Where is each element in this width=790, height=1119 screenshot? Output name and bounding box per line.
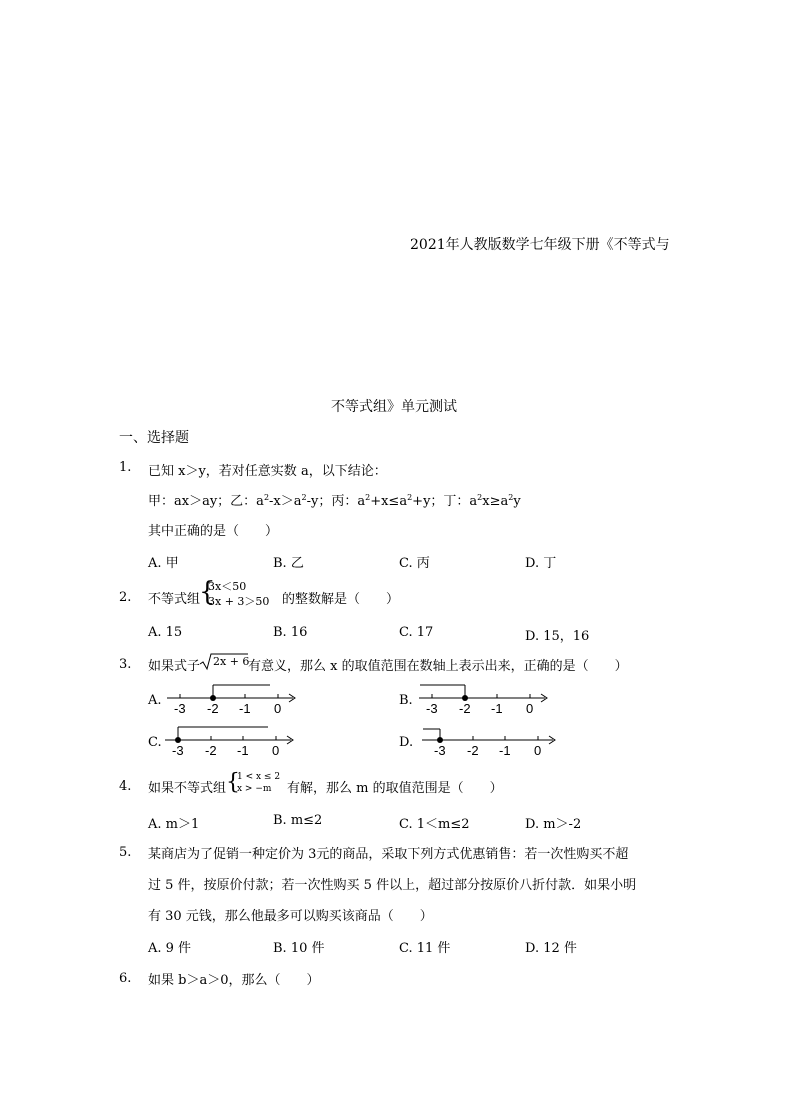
tick-label: -2 bbox=[459, 701, 471, 716]
option-c[interactable]: C. 丙 bbox=[399, 556, 430, 571]
option-b[interactable]: B. bbox=[399, 693, 413, 708]
question-post: 的整数解是（ ） bbox=[282, 592, 400, 607]
title-line-1: 2021年人教版数学七年级下册《不等式与 bbox=[410, 237, 670, 253]
question-stem: 已知 x＞y，若对任意实数 a，以下结论： bbox=[148, 464, 387, 479]
number-line-c bbox=[163, 723, 298, 758]
question-line-3: 有 30 元钱，那么他最多可以购买该商品（ ） bbox=[148, 909, 433, 924]
question-post: 有意义，那么 x 的取值范围在数轴上表示出来，正确的是（ ） bbox=[248, 659, 628, 674]
system-line-2: x > −m bbox=[237, 784, 272, 794]
question-pre: 如果不等式组 bbox=[148, 781, 227, 796]
option-d[interactable]: D. bbox=[399, 735, 414, 750]
title-line-2: 不等式组》单元测试 bbox=[331, 399, 457, 415]
tick-label: 0 bbox=[534, 743, 542, 758]
question-line-2: 过 5 件，按原价付款；若一次性购买 5 件以上，超过部分按原价八折付款．如果小明 bbox=[148, 878, 637, 893]
option-a[interactable]: A. 9 件 bbox=[148, 941, 192, 956]
section-heading: 一、选择题 bbox=[119, 430, 189, 446]
question-stem: 如果 b＞a＞0，那么（ ） bbox=[148, 973, 320, 988]
tick-label: -1 bbox=[491, 701, 503, 716]
question-number: 5. bbox=[119, 845, 132, 860]
tick-label: -3 bbox=[172, 743, 184, 758]
option-d[interactable]: D. 12 件 bbox=[525, 941, 577, 956]
option-c[interactable]: C. 1＜m≤2 bbox=[399, 817, 470, 832]
question-pre: 如果式子 bbox=[148, 659, 201, 674]
tick-label: -1 bbox=[239, 701, 251, 716]
option-a[interactable]: A. m＞1 bbox=[148, 817, 200, 832]
brace-glyph: { bbox=[199, 577, 216, 607]
question-ask: 其中正确的是（ ） bbox=[148, 524, 279, 539]
tick-label: -1 bbox=[237, 743, 249, 758]
system-line-2: 3x + 3＞50 bbox=[208, 595, 270, 608]
question-number: 3. bbox=[119, 657, 132, 672]
tick-label: -2 bbox=[205, 743, 217, 758]
question-number: 2. bbox=[119, 590, 132, 605]
number-line-d bbox=[420, 723, 560, 758]
question-line-1: 某商店为了促销一种定价为 3元的商品，采取下列方式优惠销售：若一次性购买不超 bbox=[148, 847, 629, 862]
option-a[interactable]: A. 甲 bbox=[148, 556, 179, 571]
tick-label: 0 bbox=[526, 701, 534, 716]
option-d[interactable]: D. m＞-2 bbox=[525, 817, 582, 832]
tick-label: -3 bbox=[174, 701, 186, 716]
tick-label: -3 bbox=[434, 743, 446, 758]
tick-label: 0 bbox=[272, 743, 280, 758]
option-d[interactable]: D. 丁 bbox=[525, 556, 557, 571]
tick-label: -2 bbox=[467, 743, 479, 758]
number-line-b bbox=[417, 681, 552, 716]
tick-label: -2 bbox=[207, 701, 219, 716]
option-b[interactable]: B. m≤2 bbox=[273, 813, 323, 828]
question-number: 1. bbox=[119, 460, 132, 475]
option-a[interactable]: A. 15 bbox=[148, 625, 183, 640]
option-b[interactable]: B. 乙 bbox=[273, 556, 304, 571]
option-a[interactable]: A. bbox=[148, 693, 162, 708]
tick-label: -1 bbox=[499, 743, 511, 758]
option-b[interactable]: B. 16 bbox=[273, 625, 308, 640]
brace-glyph: { bbox=[226, 770, 240, 795]
tick-label: 0 bbox=[274, 701, 282, 716]
system-line-1: 3x＜50 bbox=[208, 580, 247, 593]
radicand: 2x + 6 bbox=[213, 655, 250, 668]
question-number: 6. bbox=[119, 971, 132, 986]
question-post: 有解，那么 m 的取值范围是（ ） bbox=[287, 781, 503, 796]
option-c[interactable]: C. 11 件 bbox=[399, 941, 451, 956]
question-conditions: 甲：ax＞ay；乙：$a^2-x>a^2-y$；丙：$a^2+x\le a^2+y$；丁：$a^2x\ge a^2y$ bbox=[148, 493, 521, 509]
system-line-1: 1 < x ≤ 2 bbox=[237, 772, 281, 782]
option-c[interactable]: C. bbox=[148, 735, 162, 750]
option-b[interactable]: B. 10 件 bbox=[273, 941, 325, 956]
number-line-a bbox=[165, 681, 300, 716]
option-d[interactable]: D. 15，16 bbox=[525, 629, 590, 644]
question-pre: 不等式组 bbox=[148, 592, 201, 607]
tick-label: -3 bbox=[426, 701, 438, 716]
option-c[interactable]: C. 17 bbox=[399, 625, 434, 640]
question-number: 4. bbox=[119, 779, 132, 794]
